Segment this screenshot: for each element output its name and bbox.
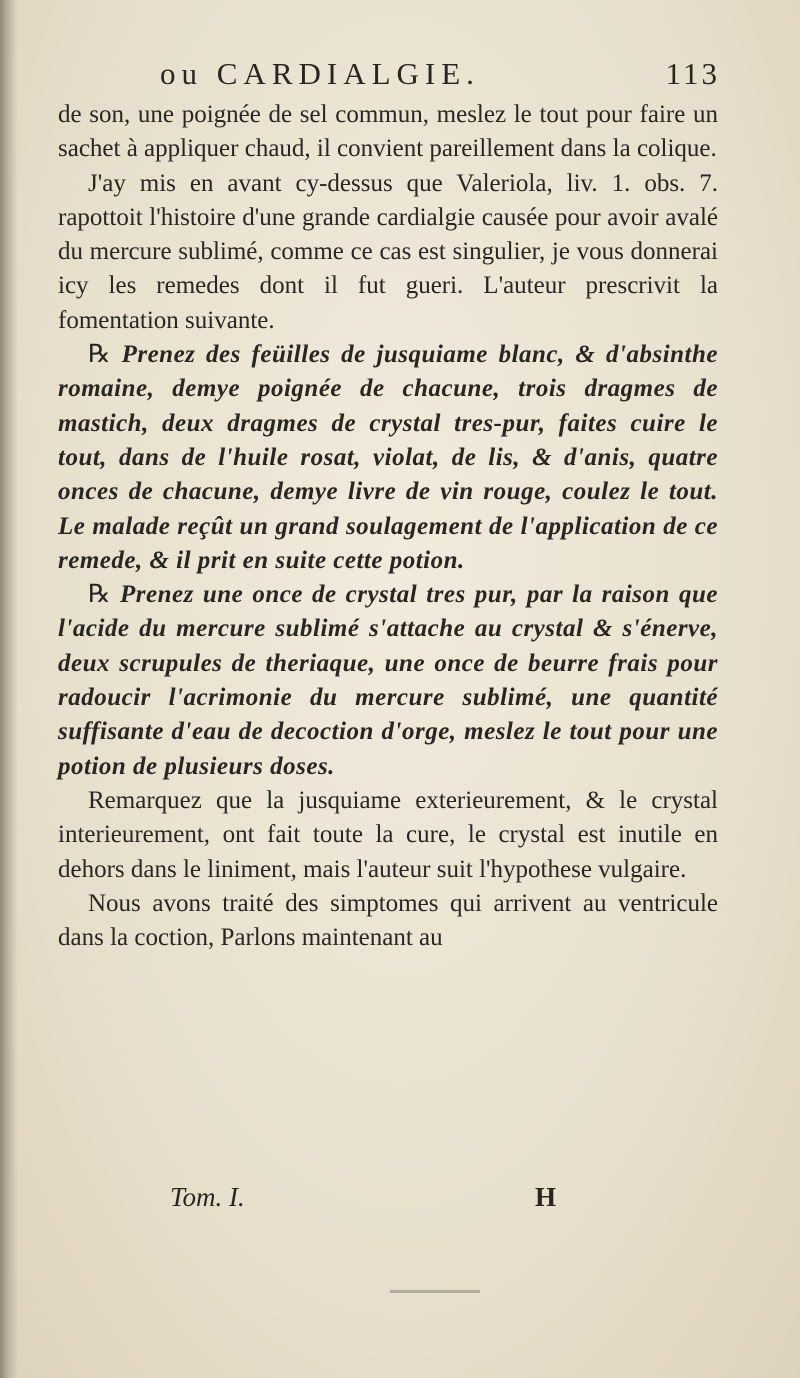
recipe-fomentation-text: Prenez des feüilles de jusquiame blanc, & d'absinthe romaine, demye poignée de chacune, trois dragmes de mastich, deux dragmes de crystal tres-pur, faites cuire le tout, dans de l'huile rosat, violat, de lis, & d'anis, quatre onces de chacune, demye livre de vin rouge, coulez le tout. Le malade reçût un grand soulagement de l'application de ce remede, & il prit en suite cette potion. [58, 341, 718, 574]
page-number: 113 [665, 56, 720, 91]
body-text [58, 98, 718, 955]
recipe-symbol-icon: ℞ [88, 341, 111, 369]
running-head [60, 52, 720, 96]
recipe-potion-text: Prenez une once de crystal tres pur, par la raison que l'acide du mercure sublimé s'attache au crystal & s'énerve, deux scrupules de theriaque, une once de beurre frais pour radoucir l'acrimonie du mercure sublimé, une quantité suffisante d'eau de decoction d'orge, meslez le tout pour une potion de plusieurs doses. [58, 581, 719, 780]
recipe-fomentation [58, 338, 718, 578]
page-spine-shadow [0, 0, 18, 1378]
ink-smudge [390, 1290, 480, 1293]
paragraph-transition: Nous avons traité des simptomes qui arrivent au ventricule dans la coction, Parlons maintenant au [58, 889, 718, 952]
volume-mark: Tom. I. [170, 1182, 245, 1212]
paragraph-remarks: Remarquez que la jusquiame exterieurement, & le crystal interieurement, ont fait toute la cure, le crystal est inutile en dehors dans le liniment, mais l'auteur suit l'hypothese vulgaire. [58, 786, 718, 883]
signature-mark: H [535, 1182, 557, 1212]
page-footer [170, 1182, 590, 1222]
paragraph-1: de son, une poignée de sel commun, meslez le tout pour faire un sachet à appliquer chaud, il convient pareillement dans la colique. [58, 101, 718, 163]
running-head-title: ou CARDIALGIE. [160, 56, 480, 91]
paragraph-2: J'ay mis en avant cy-dessus que Valeriola, liv. 1. obs. 7. rapottoit l'histoire d'une grande cardialgie causée pour avoir avalé du mercure sublimé, comme ce cas est singulier, je vous donnerai icy les remedes dont il fut gueri. L'auteur prescrivit la fomentation suivante. [58, 169, 718, 334]
recipe-potion [58, 578, 718, 784]
recipe-symbol-icon: ℞ [88, 581, 111, 609]
